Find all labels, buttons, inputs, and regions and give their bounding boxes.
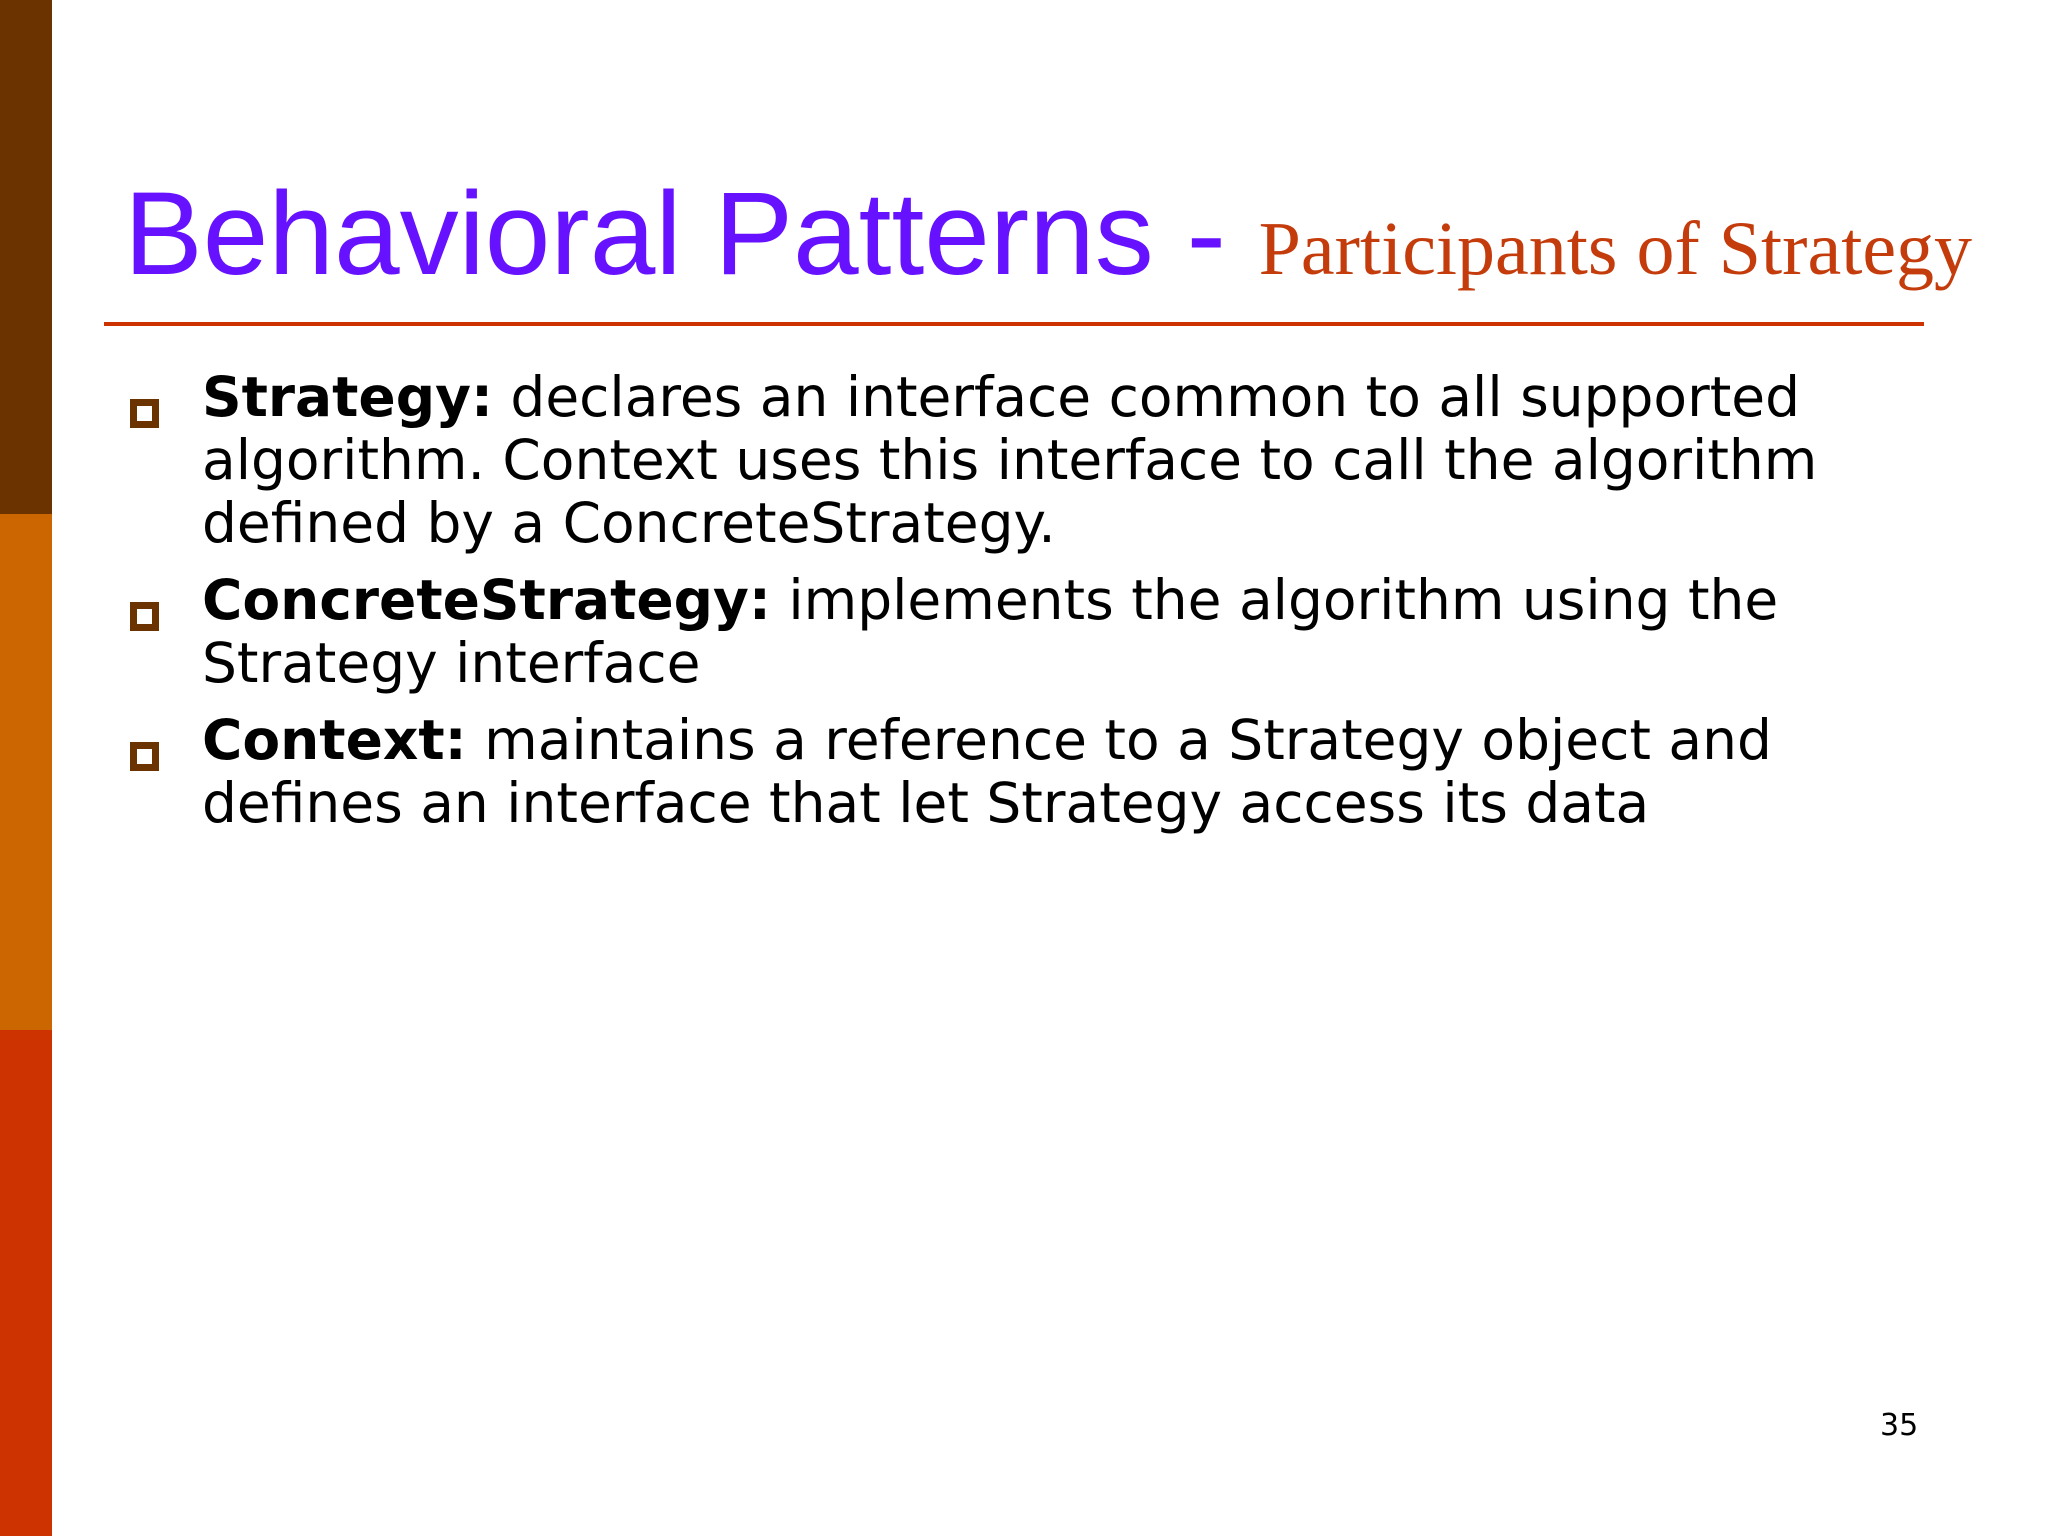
page-number: 35	[1880, 1408, 1919, 1443]
bullet-term: Strategy:	[202, 365, 493, 429]
bullet-text: maintains a reference to a Strategy object and defines an interface that let Strategy access its data	[202, 708, 1772, 835]
bullet-list	[124, 366, 1924, 849]
side-bar-segment-middle	[0, 514, 52, 1030]
slide-title-main: Behavioral Patterns -	[124, 168, 1259, 300]
side-bar-segment-bottom	[0, 1030, 52, 1536]
hollow-square-bullet-icon	[130, 742, 159, 771]
bullet-term: ConcreteStrategy:	[202, 568, 771, 632]
bullet-term: Context:	[202, 708, 467, 772]
side-bar-segment-top	[0, 0, 52, 514]
slide-title-subtitle: Participants of Strategy	[1258, 207, 1973, 291]
bullet-text: implements the algorithm using the Strategy interface	[202, 568, 1779, 695]
bullet-item-strategy	[124, 366, 1924, 555]
hollow-square-bullet-icon	[130, 602, 159, 631]
title-underline-rule	[104, 322, 1924, 326]
bullet-text: declares an interface common to all supported algorithm. Context uses this interface to call the algorithm defined by a ConcreteStrategy.	[202, 365, 1818, 555]
hollow-square-bullet-icon	[130, 399, 159, 428]
slide-title	[124, 168, 2004, 300]
bullet-item-context	[124, 709, 1924, 835]
side-color-bar	[0, 0, 52, 1536]
bullet-item-concrete-strategy	[124, 569, 1924, 695]
